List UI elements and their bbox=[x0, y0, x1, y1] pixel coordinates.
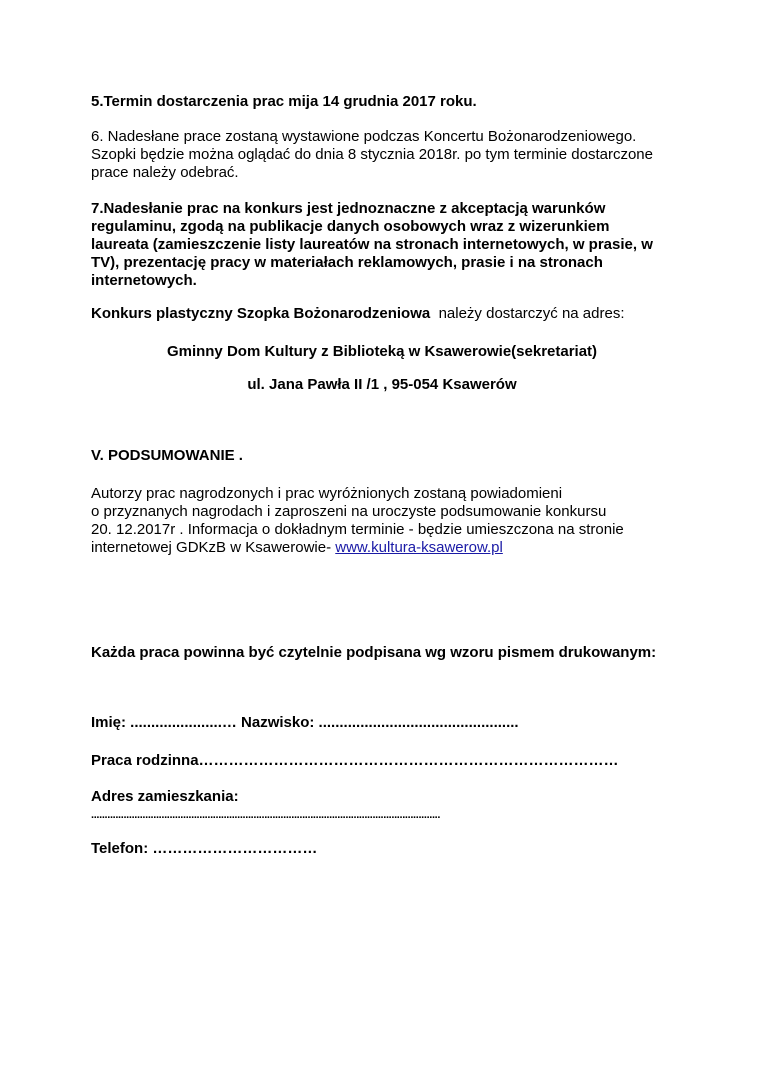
summary-paragraph bbox=[91, 485, 691, 557]
contest-name: Konkurs plastyczny Szopka Bożonarodzeniowa bbox=[91, 305, 431, 322]
item-6-line: Szopki będzie można oglądać do dnia 8 stycznia 2018r. po tym terminie dostarczone bbox=[91, 146, 653, 163]
item-7-line: internetowych. bbox=[91, 272, 197, 289]
delivery-instruction-text: należy dostarczyć na adres: bbox=[430, 305, 625, 322]
address-field-label: Adres zamieszkania: bbox=[91, 788, 239, 805]
address-line-2: ul. Jana Pawła II /1 , 95-054 Ksawerów bbox=[247, 376, 517, 393]
summary-line: Autorzy prac nagrodzonych i prac wyróżnionych zostaną powiadomieni bbox=[91, 485, 563, 502]
summary-line bbox=[91, 539, 691, 557]
phone-field-line: Telefon: …………………………… bbox=[91, 840, 318, 857]
summary-line: 20. 12.2017r . Informacja o dokładnym terminie - będzie umieszczona na stronie bbox=[91, 521, 624, 538]
item-7-line: regulaminu, zgodą na publikacje danych osobowych wraz z wizerunkiem bbox=[91, 218, 610, 235]
website-link[interactable]: www.kultura-ksawerow.pl bbox=[335, 539, 503, 556]
item-7-consent bbox=[91, 200, 691, 290]
item-7-line: laureata (zamieszczenie listy laureatów na stronach internetowych, w prasie, w bbox=[91, 236, 653, 253]
item-6-exhibition bbox=[91, 128, 691, 182]
address-field-dots: ................................................................................................................................. bbox=[91, 809, 441, 821]
summary-last-line-prefix: internetowej GDKzB w Ksawerowie- bbox=[91, 539, 336, 556]
form-instruction: Każda praca powinna być czytelnie podpisana wg wzoru pismem drukowanym: bbox=[91, 644, 657, 661]
item-7-line: 7.Nadesłanie prac na konkurs jest jednoznaczne z akceptacją warunków bbox=[91, 200, 606, 217]
item-5-deadline: 5.Termin dostarczenia prac mija 14 grudnia 2017 roku. bbox=[91, 93, 477, 110]
family-work-field-line: Praca rodzinna………………………………………………………………………… bbox=[91, 752, 619, 769]
name-field-line: Imię: ......................… Nazwisko: ................................................ bbox=[91, 714, 519, 731]
summary-line: o przyznanych nagrodach i zaproszeni na uroczyste podsumowanie konkursu bbox=[91, 503, 607, 520]
address-line-1: Gminny Dom Kultury z Biblioteką w Ksawerowie(sekretariat) bbox=[166, 343, 598, 360]
summary-heading: V. PODSUMOWANIE . bbox=[91, 447, 243, 464]
item-7-line: TV), prezentację pracy w materiałach reklamowych, prasie i na stronach bbox=[91, 254, 603, 271]
item-6-line: 6. Nadesłane prace zostaną wystawione podczas Koncertu Bożonarodzeniowego. bbox=[91, 128, 637, 145]
delivery-instruction bbox=[91, 305, 691, 323]
item-6-line: prace należy odebrać. bbox=[91, 164, 239, 181]
